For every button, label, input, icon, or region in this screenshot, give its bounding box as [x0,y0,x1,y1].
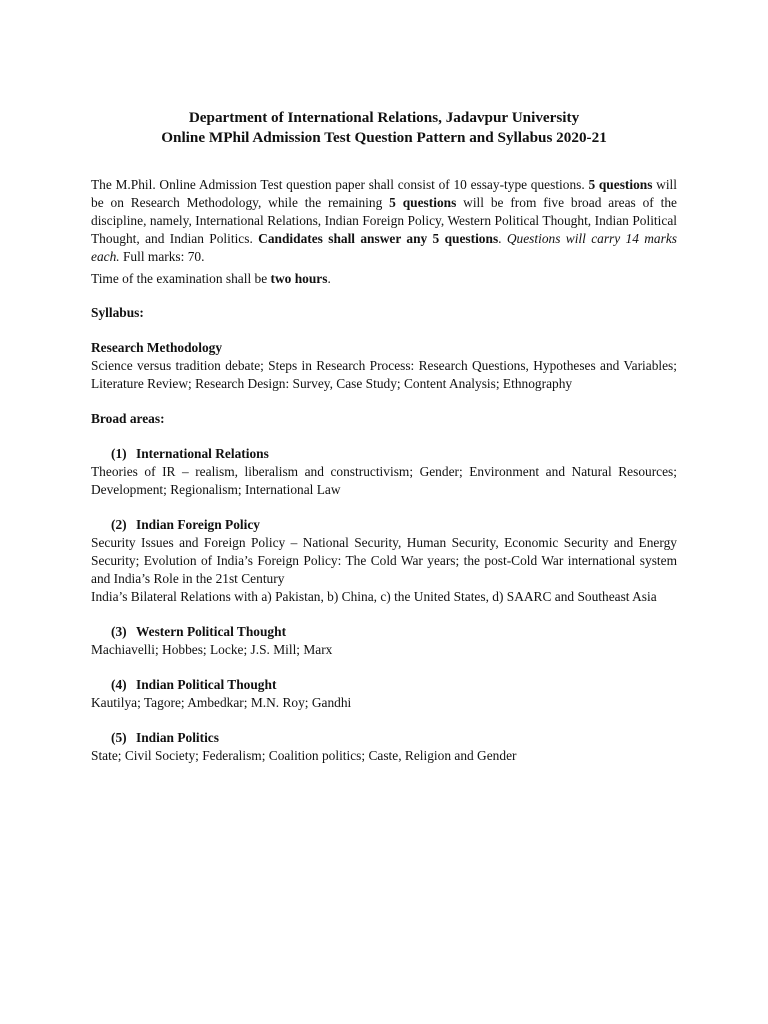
intro-bold-2: 5 questions [389,195,457,210]
area-4-title: Indian Political Thought [136,677,277,692]
area-3-number: (3) [111,624,127,639]
area-4-number: (4) [111,677,127,692]
area-3-title: Western Political Thought [136,624,287,639]
area-2-body-continued: India’s Bilateral Relations with a) Pakistan, b) China, c) the United States, d) SAARC and Southeast Asia [91,589,657,604]
area-5-number: (5) [111,730,127,745]
document-title-line-1: Department of International Relations, Jadavpur University [188,109,580,126]
intro-text-4: . [498,231,507,246]
intro-text-5: Full marks: 70. [119,249,205,264]
area-1-title: International Relations [136,446,269,461]
area-1-body: Theories of IR – realism, liberalism and constructivism; Gender; Environment and Natural Resources; Development; Regionalism; International Law [91,464,677,497]
area-4-body: Kautilya; Tagore; Ambedkar; M.N. Roy; Gandhi [91,695,352,710]
area-3-body: Machiavelli; Hobbes; Locke; J.S. Mill; Marx [91,642,333,657]
research-methodology-body: Science versus tradition debate; Steps in Research Process: Research Questions, Hypotheses and Variables; Literature Review; Research Design: Survey, Case Study; Content Analysis; Ethnography [91,358,677,391]
area-2-title: Indian Foreign Policy [136,517,261,532]
exam-time-text: Time of the examination shall be [91,271,271,286]
document-page [91,108,677,765]
area-5-heading [91,729,677,747]
document-title-line-2: Online MPhil Admission Test Question Pattern and Syllabus 2020-21 [161,129,607,146]
exam-time-duration: two hours [270,271,328,286]
intro-text-3: will be from five broad areas of the discipline, namely, International Relations, Indian Foreign Policy, Western Political Thought, Indian Political Thought, and Indian Politics. [91,195,677,246]
research-methodology-heading: Research Methodology [91,340,223,355]
exam-time [91,270,677,288]
intro-paragraph [91,176,677,266]
intro-bold-3: Candidates shall answer any 5 questions [258,231,499,246]
intro-italic-1: Questions will carry 14 marks each. [91,231,677,264]
broad-areas-label: Broad areas: [91,411,165,426]
area-2-body: Security Issues and Foreign Policy – National Security, Human Security, Economic Security and Energy Security; Evolution of India’s Foreign Policy: The Cold War years; the post-Cold War international system and India’s Role in the 21st Century [91,535,677,586]
area-2-number: (2) [111,517,127,532]
area-4-heading [91,676,677,694]
area-3-heading [91,623,677,641]
area-2-heading [91,516,677,534]
exam-time-end: . [327,271,331,286]
intro-bold-1: 5 questions [588,177,653,192]
syllabus-label: Syllabus: [91,305,144,320]
area-1-number: (1) [111,446,127,461]
area-1-heading [91,445,677,463]
area-5-title: Indian Politics [136,730,219,745]
intro-text-1: The M.Phil. Online Admission Test question paper shall consist of 10 essay-type questions. [91,177,589,192]
intro-text-2: will be on Research Methodology, while the remaining [91,177,677,210]
area-5-body: State; Civil Society; Federalism; Coalition politics; Caste, Religion and Gender [91,748,517,763]
